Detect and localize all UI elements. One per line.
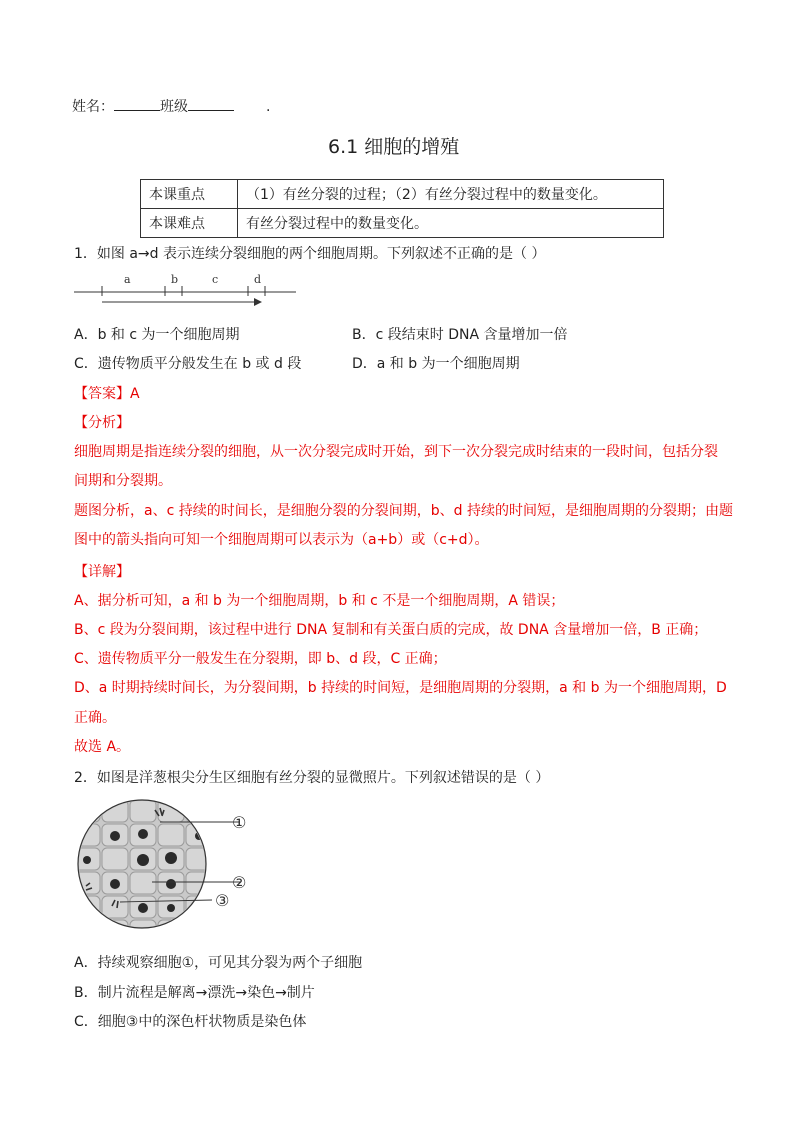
callout-label-2: ②	[232, 873, 247, 892]
q2-option-b: B．制片流程是解离→漂洗→染色→制片	[74, 985, 315, 1001]
q1-stem: 1．如图 a→d 表示连续分裂细胞的两个细胞周期。下列叙述不正确的是（ ）	[74, 246, 546, 262]
segment-label-a: a	[124, 273, 131, 286]
detail-label: 【详解】	[74, 564, 130, 580]
page-title: 6.1 细胞的增殖	[328, 136, 460, 158]
name-label: 姓名：	[72, 99, 114, 115]
arrow-head-icon	[254, 298, 262, 306]
table-row	[141, 180, 664, 209]
class-label: 班级	[160, 99, 188, 115]
q1-option-d: D．a 和 b 为一个细胞周期	[352, 356, 520, 372]
analysis-line: 题图分析，a、c 持续的时间长，是细胞分裂的分裂间期，b、d 持续的时间短，是细胞周期的分裂期；由题	[74, 503, 733, 519]
student-info-line	[72, 97, 234, 117]
name-blank	[114, 110, 160, 111]
analysis-line: 间期和分裂期。	[74, 473, 172, 489]
analysis-line: 细胞周期是指连续分裂的细胞，从一次分裂完成时开始，到下一次分裂完成时结束的一段时间，包括分裂	[74, 444, 718, 460]
q1-conclusion: 故选 A。	[74, 739, 131, 755]
detail-line: A、据分析可知，a 和 b 为一个细胞周期，b 和 c 不是一个细胞周期，A 错误；	[74, 593, 565, 609]
segment-label-c: c	[212, 273, 219, 286]
q2-option-a: A．持续观察细胞①，可见其分裂为两个子细胞	[74, 955, 363, 971]
detail-line: D、a 时期持续时间长，为分裂间期，b 持续的时间短，是细胞周期的分裂期，a 和 b 为一个细胞周期，D	[74, 680, 727, 696]
class-blank	[188, 110, 234, 111]
detail-line: B、c 段为分裂间期，该过程中进行 DNA 复制和有关蛋白质的完成，故 DNA 含量增加一倍，B 正确；	[74, 622, 708, 638]
q1-option-b: B．c 段结束时 DNA 含量增加一倍	[352, 327, 568, 343]
detail-line: C、遗传物质平分一般发生在分裂期，即 b、d 段，C 正确；	[74, 651, 447, 667]
key-point-label: 本课重点	[141, 180, 238, 209]
key-points-table	[140, 179, 664, 238]
difficulty-label: 本课难点	[141, 209, 238, 238]
segment-label-b: b	[171, 273, 179, 286]
detail-line: 正确。	[74, 710, 116, 726]
answer-label: 【答案】	[74, 386, 130, 402]
q1-option-a: A．b 和 c 为一个细胞周期	[74, 327, 240, 343]
callout-label-3: ③	[215, 891, 230, 910]
callout-label-1: ①	[232, 813, 247, 832]
analysis-label: 【分析】	[74, 415, 130, 431]
q1-option-c: C．遗传物质平分般发生在 b 或 d 段	[74, 356, 302, 372]
q2-stem: 2．如图是洋葱根尖分生区细胞有丝分裂的显微照片。下列叙述错误的是（ ）	[74, 770, 550, 786]
key-point-content: （1）有丝分裂的过程；（2）有丝分裂过程中的数量变化。	[238, 180, 664, 209]
table-row	[141, 209, 664, 238]
q1-answer	[74, 384, 140, 404]
cell-cycle-diagram	[72, 268, 304, 308]
header-dot: .	[266, 99, 271, 115]
onion-root-micrograph	[72, 798, 272, 938]
difficulty-content: 有丝分裂过程中的数量变化。	[238, 209, 664, 238]
answer-value: A	[130, 386, 140, 402]
analysis-line: 图中的箭头指向可知一个细胞周期可以表示为（a+b）或（c+d）。	[74, 532, 489, 548]
q2-option-c: C．细胞③中的深色杆状物质是染色体	[74, 1014, 307, 1030]
segment-label-d: d	[254, 273, 262, 286]
